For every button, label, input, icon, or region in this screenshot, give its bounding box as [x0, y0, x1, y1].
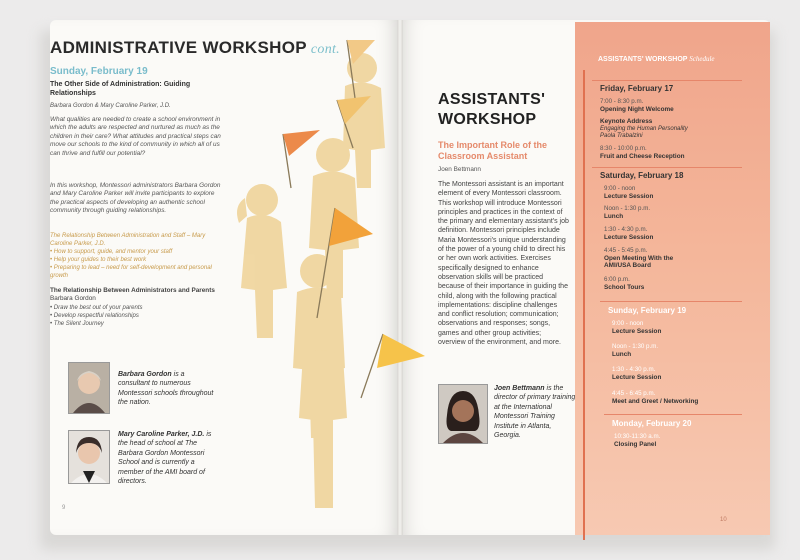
event-title: Open Meeting With the AMI/USA Board	[604, 255, 674, 269]
event-detail: Engaging the Human Personality	[600, 126, 688, 132]
list-item: • The Silent Journey	[50, 321, 104, 327]
event-time: 10:30-11:30 a.m.	[614, 433, 661, 440]
assistant-session-description: The Montessori assistant is an important element of every Montessori classroom. This workshop will introduce Montessori principles and practices in the context of the primary and elementary assistant's job definition. Montessori principles include Maria Montessori's unique understanding of the power of a young child to direct his or her own work activities. Exercises specifically designed to enhance observation skills will be practiced because of their importance in guiding the child, along with the following practical implementations: discipline challenges and conflict resolution; communication; observations and responses; songs, games and other group activities; overview of the environment, and more.	[438, 181, 569, 347]
event-speaker: Paola Trabalzini	[600, 133, 643, 139]
right-page-number: 10	[720, 517, 727, 523]
divider	[600, 301, 742, 302]
mary-caroline-parker-bio: Mary Caroline Parker, J.D. is the head of school at The Barbara Gordon Montessori School and is currently a member of the AMI board of directors.	[118, 431, 212, 486]
event-title: Lunch	[604, 213, 624, 220]
workshop-paragraph: In this workshop, Montessori administrators Barbara Gordon and Mary Caroline Parker will invite participants to explore the practical aspects of developing an authentic school community through guiding relationships.	[50, 182, 221, 215]
event-title: Lunch	[612, 351, 632, 358]
divider	[604, 414, 742, 415]
session-authors: Barbara Gordon & Mary Caroline Parker, J.D.	[50, 103, 171, 109]
joen-bettmann-bio: Joen Bettmann is the director of primary training at the International Montessori Training Institute in Atlanta, Georgia.	[494, 385, 576, 440]
list-item: • Help your guides to their best work	[50, 257, 147, 263]
list-item: • Preparing to lead – need for self-development and personal growth	[50, 265, 212, 279]
intro-paragraph: What qualities are needed to create a school environment in which the adults are respected and nurtured as much as the children in their care? What attitudes and practical steps can move our schools to the kind of community in which all of us can thrive and fulfill our potential?	[50, 116, 221, 157]
schedule-day: Sunday, February 19	[608, 306, 687, 315]
schedule-heading: ASSISTANTS' WORKSHOP Schedule	[598, 55, 715, 63]
list-item: • How to support, guide, and mentor your staff	[50, 249, 173, 255]
administrative-workshop-heading: ADMINISTRATIVE WORKSHOP cont.	[50, 38, 340, 57]
joen-bettmann-photo	[438, 384, 488, 444]
divider	[592, 167, 742, 168]
event-title: Closing Panel	[614, 441, 657, 448]
event-title: School Tours	[604, 284, 645, 291]
event-title: Lecture Session	[612, 374, 662, 381]
event-time: 1:30 - 4:30 p.m.	[612, 366, 656, 373]
event-title: Lecture Session	[604, 193, 654, 200]
left-page-number: 9	[62, 505, 66, 511]
event-title: Fruit and Cheese Reception	[600, 153, 685, 160]
event-time: 6:00 p.m.	[604, 276, 630, 283]
event-title: Meet and Greet / Networking	[612, 398, 699, 405]
event-time: Noon - 1:30 p.m.	[612, 343, 659, 350]
barbara-gordon-photo	[68, 362, 110, 414]
event-title: Keynote Address	[600, 118, 653, 125]
schedule-day: Saturday, February 18	[600, 171, 684, 180]
staff-relationship-section: The Relationship Between Administration and Staff – Mary Caroline Parker, J.D. • How to support, guide, and mentor your staff • Help your guides to their best work • Preparing to lead – need for self-development and personal growth	[50, 232, 225, 280]
event-time: 4:45 - 6:45 p.m.	[612, 390, 656, 397]
staff-relationship-author: Mary Caroline Parker, J.D.	[50, 233, 206, 247]
schedule-day: Monday, February 20	[612, 419, 692, 428]
mary-caroline-parker-photo	[68, 430, 110, 484]
event-time: 8:30 - 10:00 p.m.	[600, 145, 647, 152]
event-time: 9:00 - noon	[612, 320, 644, 327]
event-title: Lecture Session	[612, 328, 662, 335]
event-title: Lecture Session	[604, 234, 654, 241]
event-time: Noon - 1:30 p.m.	[604, 205, 651, 212]
divider	[592, 80, 742, 81]
event-time: 4:45 - 5:45 p.m.	[604, 247, 648, 254]
assistant-session-title: The Important Role of the Classroom Assistant	[438, 140, 547, 161]
parents-relationship-title: The Relationship Between Administrators and Parents Barbara Gordon	[50, 287, 215, 302]
assistant-session-author: Joen Bettmann	[438, 166, 481, 173]
schedule-rule	[583, 70, 585, 540]
parents-relationship-list	[50, 304, 225, 328]
schedule-day: Friday, February 17	[600, 84, 674, 93]
left-date: Sunday, February 19	[50, 66, 148, 77]
staff-relationship-title: The Relationship Between Administration and Staff	[50, 233, 186, 239]
barbara-gordon-bio: Barbara Gordon is a consultant to numerous Montessori schools throughout the nation.	[118, 371, 214, 407]
list-item: • Develop respectful relationships	[50, 313, 139, 319]
event-time: 9:00 - noon	[604, 185, 636, 192]
assistants-workshop-heading: ASSISTANTS' WORKSHOP	[438, 91, 546, 128]
children-with-flags-illustration	[225, 38, 445, 528]
event-time: 7:00 - 8:30 p.m.	[600, 98, 644, 105]
event-title: Opening Night Welcome	[600, 106, 674, 113]
session-title: The Other Side of Administration: Guiding Relationships	[50, 81, 191, 97]
list-item: • Draw the best out of your parents	[50, 305, 143, 311]
event-time: 1:30 - 4:30 p.m.	[604, 226, 648, 233]
